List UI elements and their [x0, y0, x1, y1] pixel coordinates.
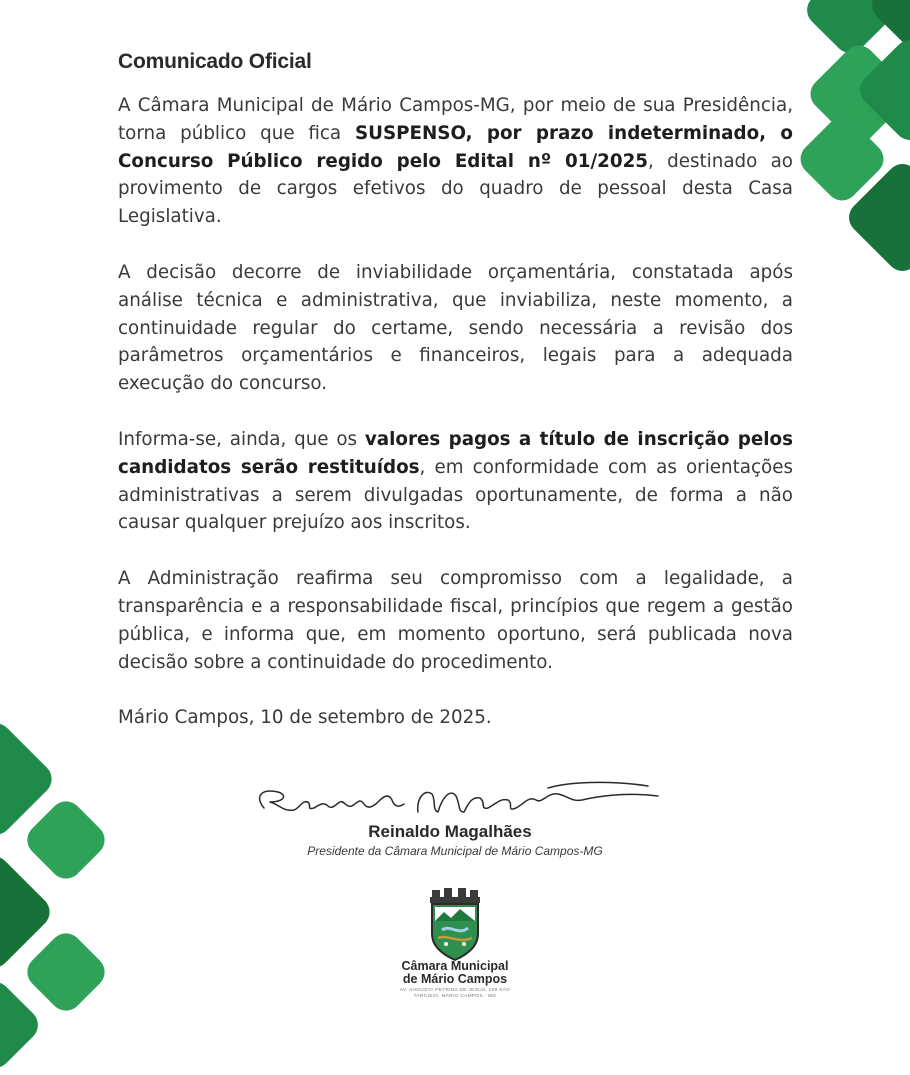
document-body	[118, 50, 793, 732]
decorative-diamond	[21, 795, 112, 886]
signer-role: Presidente da Câmara Municipal de Mário Campos-MG	[307, 844, 603, 858]
document-title: Comunicado Oficial	[118, 50, 312, 73]
signer-name: Reinaldo Magalhães	[368, 822, 532, 841]
organization-name: Câmara Municipal de Mário Campos	[401, 959, 509, 986]
suspension-notice: SUSPENSO, por prazo indeterminado, o Concurso Público regido pelo Edital nº 01/2025	[118, 122, 793, 172]
paragraph-3: Informa-se, ainda, que os valores pagos a título de inscrição pelos candidatos serão restituídos, em conformidade com as orientações administrativas a serem divulgadas oportunamente, de forma a não causar qualquer prejuízo aos inscritos.	[118, 428, 793, 534]
coat-of-arms-icon	[424, 884, 486, 964]
refund-notice: valores pagos a título de inscrição pelos candidatos serão restituídos	[118, 428, 793, 478]
paragraph-4: A Administração reafirma seu compromisso com a legalidade, a transparência e a responsabilidade fiscal, princípios que regem a gestão pública, e informa que, em momento oportuno, será publicada nova decisão sobre a continuidade do procedimento.	[118, 568, 793, 673]
date-line: Mário Campos, 10 de setembro de 2025.	[118, 707, 492, 729]
decorative-diamond	[0, 976, 44, 1075]
decorative-diamond	[21, 927, 112, 1018]
paragraph-2: A decisão decorre de inviabilidade orçamentária, constatada após análise técnica e administrativa, que inviabiliza, neste momento, a continuidade regular do certame, sendo necessária a revisão dos parâmetros orçamentários e financeiros, legais para a adequada execução do concurso.	[118, 261, 793, 395]
organization-address: AV. AUGUSTA PETRINA DE JESUS, 109 SÃO TARCÍSIO, MARIO CAMPOS - MG	[399, 988, 511, 999]
paragraph-1: A Câmara Municipal de Mário Campos-MG, por meio de sua Presidência, torna público que fica SUSPENSO, por prazo indeterminado, o Concurso Público regido pelo Edital nº 01/2025, destinado ao provimento de cargos efetivos do quadro de pessoal desta Casa Legislativa.	[118, 95, 793, 228]
handwritten-signature	[248, 778, 668, 823]
